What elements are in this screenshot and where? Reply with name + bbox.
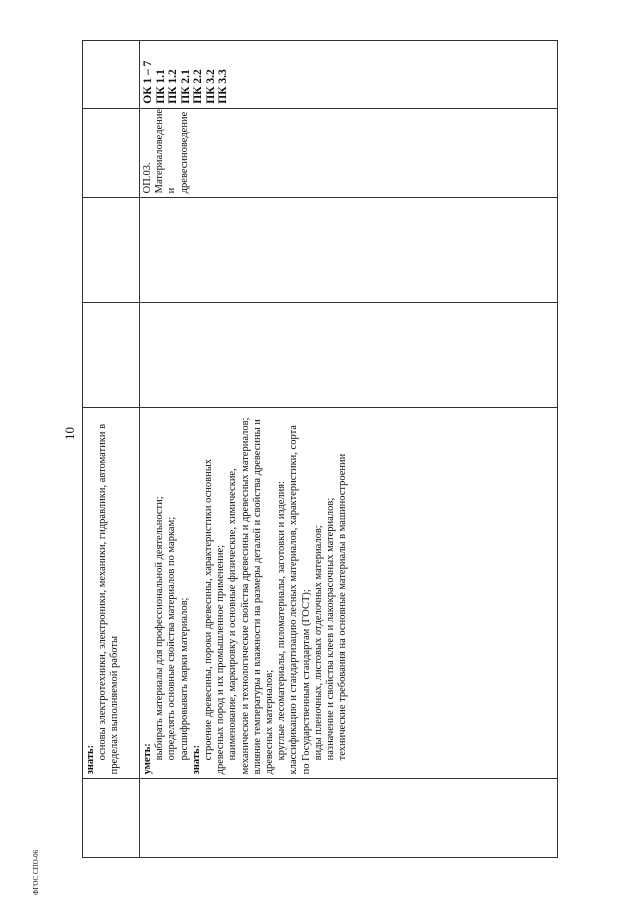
znat-item: технические требования на основные материалы в машиностроении xyxy=(337,453,349,761)
znat-heading: знать: xyxy=(190,744,202,775)
cell-hours-class xyxy=(140,198,558,303)
umet-item: расшифровывать марки материалов; xyxy=(178,597,190,761)
competency: ПК 3.2 xyxy=(204,69,217,104)
standards-table xyxy=(82,40,558,858)
cell-requirements xyxy=(140,408,558,779)
competency: ПК 2.2 xyxy=(192,69,204,104)
znat-item: строение древесины, пороки древесины, характеристики основных древесных пород и их промышленное применение; xyxy=(203,459,227,775)
umet-item: определять основные свойства материалов по маркам; xyxy=(166,516,178,761)
cell-index xyxy=(83,779,140,858)
umet-heading: уметь: xyxy=(142,743,153,775)
discipline-name: Материаловедение и древесиноведение xyxy=(154,108,190,194)
competency: ПК 1.1 xyxy=(154,69,167,104)
cell-hours-max xyxy=(83,303,140,408)
footer-code: ФГОС СПО-06 xyxy=(32,849,40,895)
competency: ПК 3.3 xyxy=(217,69,229,104)
competency: ОК 1 – 7 xyxy=(142,60,154,104)
cell-discipline xyxy=(83,108,140,198)
page-number: 10 xyxy=(62,427,77,440)
table-row xyxy=(83,41,140,858)
cell-competencies xyxy=(140,41,558,109)
cell-hours-max xyxy=(140,303,558,408)
table-row xyxy=(140,41,558,858)
znat-item: виды пленочных, листовых отделочных материалов; xyxy=(312,525,324,761)
discipline-code: ОП.03. xyxy=(142,162,153,194)
competency: ПК 1.2 xyxy=(167,69,179,104)
competency: ПК 2.1 xyxy=(179,69,192,104)
znat-heading: знать: xyxy=(85,744,96,775)
cell-hours-class xyxy=(83,198,140,303)
cell-competencies xyxy=(83,41,140,109)
cell-index xyxy=(140,779,558,858)
znat-item: наименование, маркировку и основные физические, химические, механические и технологические свойства древесины и древесных материалов; влияние температуры и влажности на размеры деталей и свойства древесины и древесных материалов; xyxy=(227,417,276,775)
znat-item: назначение и свойства клеев и лакокрасочных материалов; xyxy=(325,497,337,761)
znat-item: круглые лесоматериалы, пиломатериалы, заготовки и изделия: классификацию и стандартизацию лесных материалов, характеристики, сорта по Государственным стандартам (ГОСТ); xyxy=(276,425,312,775)
requirement-text: основы электротехники, электроники, механики, гидравлики, автоматики в пределах выполняемой работы xyxy=(97,423,121,775)
cell-discipline xyxy=(140,108,558,198)
cell-requirements xyxy=(83,408,140,779)
umet-item: выбирать материалы для профессиональной деятельности; xyxy=(154,496,166,761)
